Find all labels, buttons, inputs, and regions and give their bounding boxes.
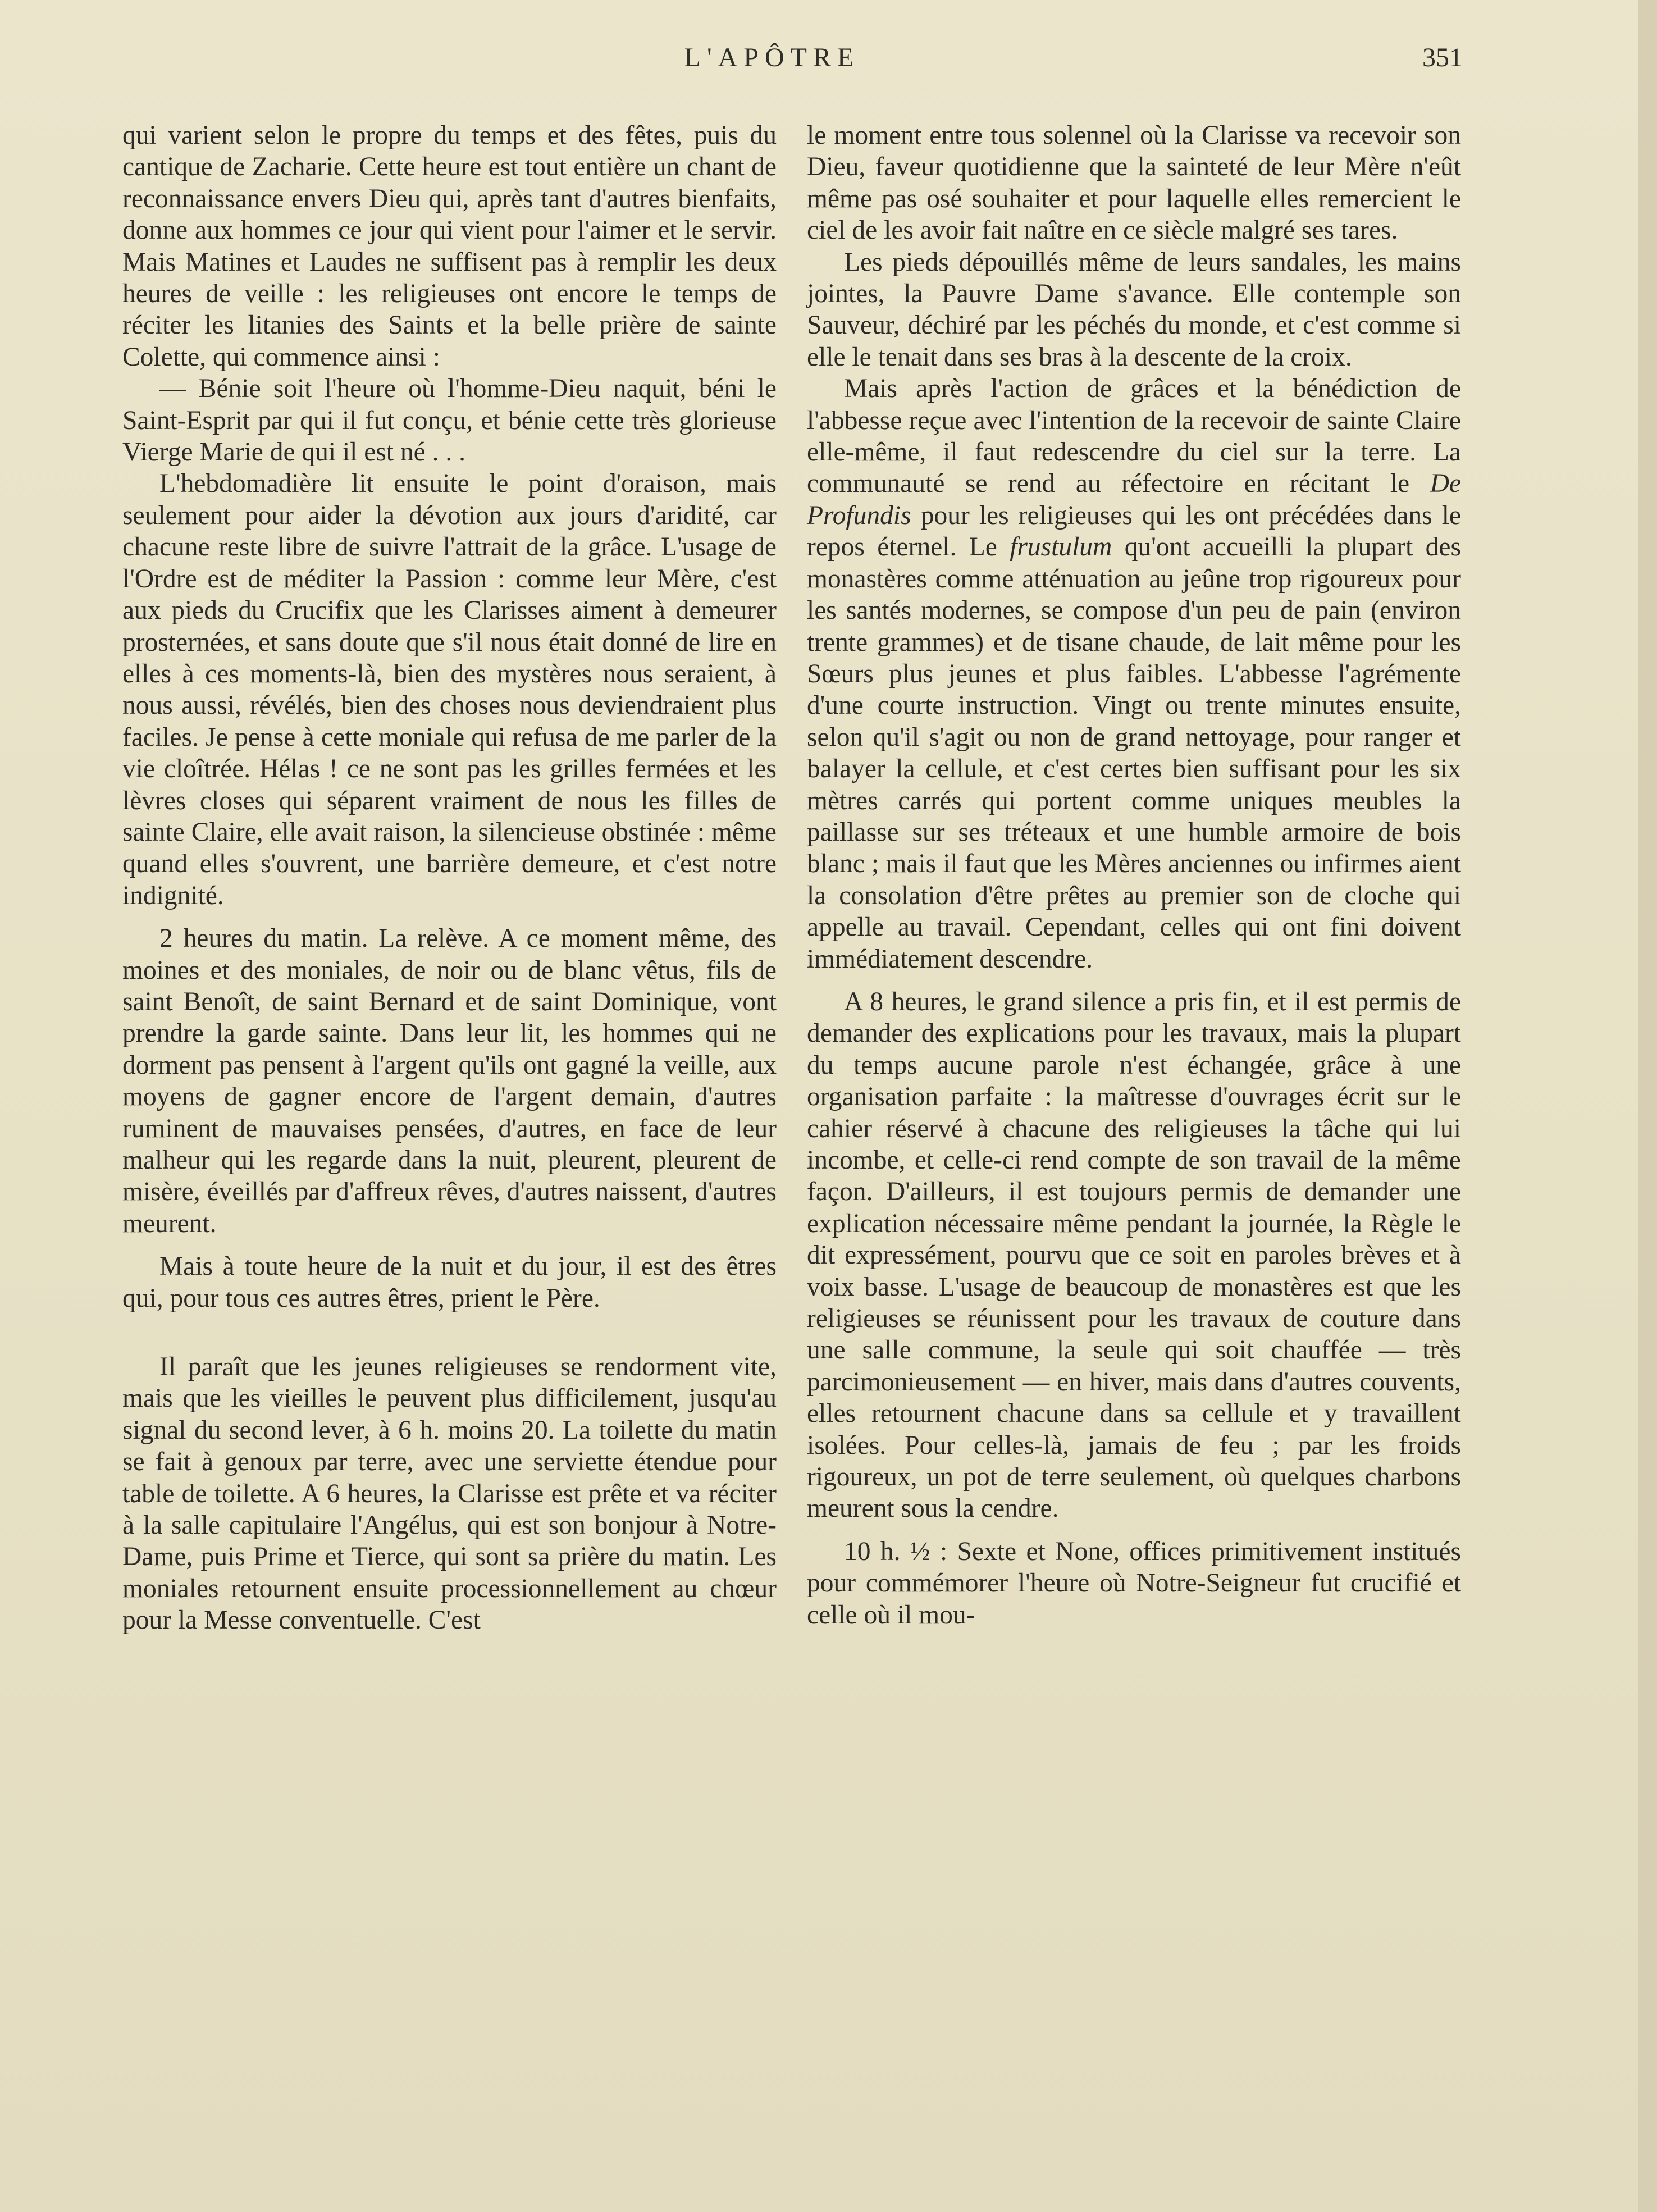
paragraph: L'hebdomadière lit ensuite le point d'oraison, mais seulement pour aider la dévotion aux jours d'aridité, car chacune reste libre de suivre l'attrait de la grâce. L'usage de l'Ordre est de méditer la Passion : comme leur Mère, c'est aux pieds du Crucifix que les Clarisses aiment à demeurer prosternées, et sans doute que s'il nous était donné de lire en elles à ces moments-là, bien des mystères nous seraient, à nous aussi, révélés, bien des choses nous deviendraient plus faciles. Je pense à cette moniale qui refusa de me parler de la vie cloîtrée. Hélas ! ce ne sont pas les grilles fermées et les lèvres closes qui séparent vraiment de nous les filles de sainte Claire, elle avait raison, la silencieuse obstinée : même quand elles s'ouvrent, une barrière demeure, et c'est notre indignité. xyxy=(122,469,777,910)
text-run: pour les religieuses qui les ont précédées dans le repos éternel. Le xyxy=(807,500,1461,562)
page-number: 351 xyxy=(1422,43,1463,72)
right-column xyxy=(807,120,1461,1631)
paragraph: 2 heures du matin. La relève. A ce moment même, des moines et des moniales, de noir ou de blanc vêtus, fils de saint Benoît, de saint Bernard et de saint Dominique, vont prendre la garde sainte. Dans leur lit, les hommes qui ne dorment pas pensent à l'argent qu'ils ont gagné la veille, aux moyens de gagner encore de l'argent demain, d'autres ruminent de mauvaises pensées, d'autres, en face de leur malheur qui les regarde dans la nuit, pleurent, pleurent de misère, éveillés par d'affreux rêves, d'autres naissent, d'autres meurent. xyxy=(122,924,777,1238)
text-run: Mais après l'action de grâces et la bénédiction de l'abbesse reçue avec l'intention de la recevoir de sainte Claire elle-même, il faut redescendre du ciel sur la terre. La communauté se rend au réfectoire en récitant le xyxy=(807,374,1461,499)
italic-title-de-profundis: De Profundis xyxy=(807,469,1461,530)
paragraph: Les pieds dépouillés même de leurs sandales, les mains jointes, la Pauvre Dame s'avance. Elle contemple son Sauveur, déchiré par les péchés du monde, et c'est comme si elle le tenait dans ses bras à la descente de la croix. xyxy=(807,247,1461,372)
paragraph: qui varient selon le propre du temps et des fêtes, puis du cantique de Zacharie. Cette heure est tout entière un chant de reconnaissance envers Dieu qui, après tant d'autres bienfaits, donne aux hommes ce jour qui vient pour l'aimer et le servir. Mais Matines et Laudes ne suffisent pas à remplir les deux heures de veille : les religieuses ont encore le temps de réciter les litanies des Saints et la belle prière de sainte Colette, qui commence ainsi : xyxy=(122,121,777,372)
quoted-prayer: — Bénie soit l'heure où l'homme-Dieu naquit, béni le Saint-Esprit par qui il fut conçu, et bénie cette très glorieuse Vierge Marie de qui il est né . . . xyxy=(122,374,777,467)
italic-term-frustulum: frustulum xyxy=(1010,532,1112,562)
paragraph xyxy=(807,373,1461,975)
paragraph: Mais à toute heure de la nuit et du jour, il est des êtres qui, pour tous ces autres êtres, prient le Père. xyxy=(122,1252,777,1313)
page-edge-strip xyxy=(1638,0,1657,2212)
paragraph: Il paraît que les jeunes religieuses se rendorment vite, mais que les vieilles le peuvent plus difficilement, jusqu'au signal du second lever, à 6 h. moins 20. La toilette du matin se fait à genoux par terre, avec une serviette étendue pour table de toilette. A 6 heures, la Clarisse est prête et va réciter à la salle capitulaire l'Angélus, qui est son bonjour à Notre-Dame, puis Prime et Tierce, qui sont sa prière du matin. Les moniales retournent ensuite processionnellement au chœur pour la Messe conventuelle. C'est xyxy=(122,1352,777,1635)
paragraph: 10 h. ½ : Sexte et None, offices primitivement institués pour commémorer l'heure où Notre-Seigneur fut crucifié et celle où il mou- xyxy=(807,1536,1461,1630)
paragraph: A 8 heures, le grand silence a pris fin, et il est permis de demander des explications pour les travaux, mais la plupart du temps aucune parole n'est échangée, grâce à une organisation parfaite : la maîtresse d'ouvrages écrit sur le cahier réservé à chacune des religieuses la tâche qui lui incombe, et celle-ci rend compte de son travail de la même façon. D'ailleurs, il est toujours permis de demander une explication nécessaire même pendant la journée, la Règle le dit expressément, pourvu que ce soit en paroles brèves et à voix basse. L'usage de beaucoup de monastères est que les religieuses se réunissent pour les travaux de couture dans une salle commune, la seule qui soit chauffée — très parcimonieusement — en hiver, mais dans d'autres couvents, elles retournent chacune dans sa cellule et y travaillent isolées. Pour celles-là, jamais de feu ; par les froids rigoureux, un pot de terre seulement, où quelques charbons meurent sous la cendre. xyxy=(807,987,1461,1524)
text-run: qu'ont accueilli la plupart des monastères comme atténuation au jeûne trop rigoureux pour les santés modernes, se compose d'un peu de pain (environ trente grammes) et de tisane chaude, de lait même pour les Sœurs plus jeunes et plus faibles. L'abbesse l'agrémente d'une courte instruction. Vingt ou trente minutes ensuite, selon qu'il s'agit ou non de grand nettoyage, pour ranger et balayer la cellule, et c'est certes bien suffisant pour les six mètres carrés qui portent comme uniques meubles la paillasse sur ses tréteaux et une humble armoire de bois blanc ; mais il faut que les Mères anciennes ou infirmes aient la consolation d'être prêtes au premier son de cloche qui appelle au travail. Cependant, celles qui ont fini doivent immédiatement descendre. xyxy=(807,532,1461,974)
running-title: L'APÔTRE xyxy=(684,43,860,72)
left-column xyxy=(122,120,777,1636)
paragraph: le moment entre tous solennel où la Clarisse va recevoir son Dieu, faveur quotidienne que la sainteté de leur Mère n'eût même pas osé souhaiter et pour laquelle elles remercient le ciel de les avoir fait naître en ce siècle malgré ses tares. xyxy=(807,121,1461,245)
